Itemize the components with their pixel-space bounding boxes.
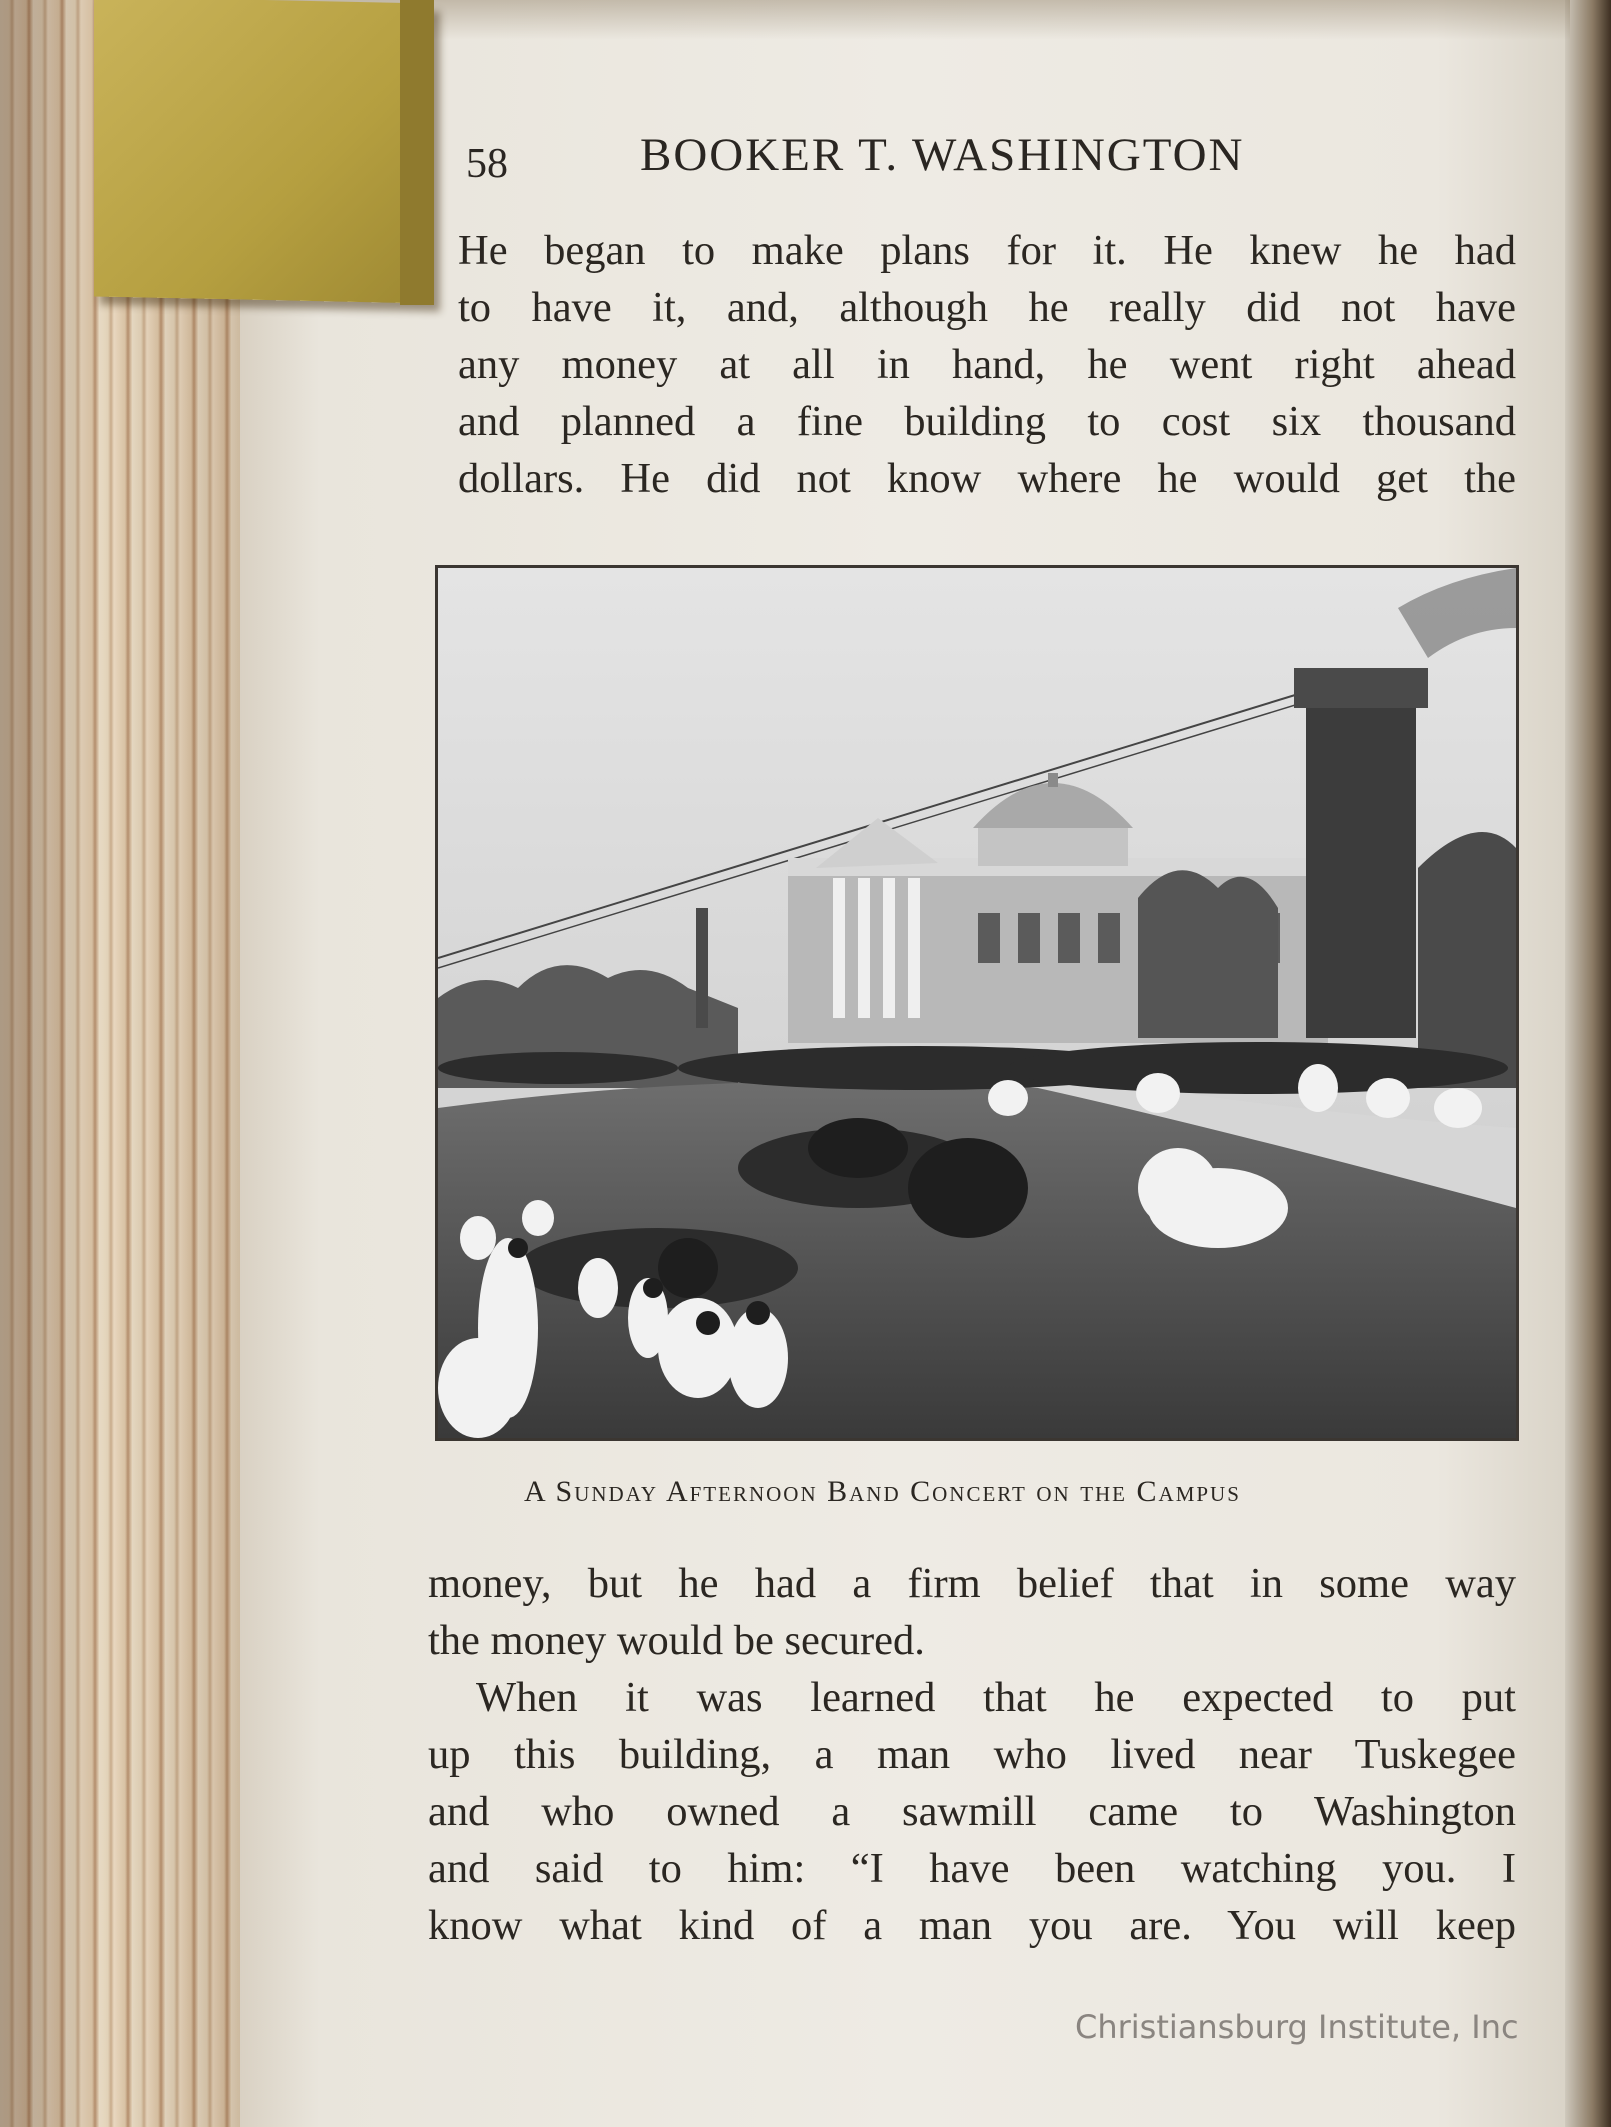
text-line: and planned a fine building to cost six thousand	[458, 398, 1516, 445]
paragraph-1	[458, 222, 1516, 507]
page-edges-shadow	[0, 0, 260, 2127]
watermark: Christiansburg Institute, Inc	[1075, 2008, 1519, 2046]
text-line: dollars. He did not know where he would get the	[458, 455, 1516, 502]
page-right-edge	[1565, 0, 1611, 2127]
text-line: and said to him: “I have been watching you. I	[428, 1845, 1516, 1892]
photo-caption: A Sunday Afternoon Band Concert on the Campus	[524, 1475, 1241, 1508]
paragraph-2	[428, 1555, 1516, 1954]
page-number: 58	[466, 141, 508, 187]
photo-illustration	[438, 568, 1516, 1438]
page-top-shadow	[240, 0, 1570, 40]
text-line: to have it, and, although he really did not have	[458, 284, 1516, 331]
bookmark-side	[400, 0, 434, 305]
bookmark-ribbon	[94, 0, 434, 304]
campus-concert-photo	[435, 565, 1519, 1441]
text-line: money, but he had a firm belief that in some way	[428, 1560, 1516, 1607]
text-line: any money at all in hand, he went right ahead	[458, 341, 1516, 388]
running-head: BOOKER T. WASHINGTON	[640, 129, 1245, 181]
text-line: up this building, a man who lived near Tuskegee	[428, 1731, 1516, 1778]
text-line: know what kind of a man you are. You will keep	[428, 1902, 1516, 1949]
text-line: He began to make plans for it. He knew he had	[458, 227, 1516, 274]
text-line: the money would be secured.	[428, 1617, 925, 1664]
text-line: When it was learned that he expected to put	[476, 1674, 1516, 1721]
text-line: and who owned a sawmill came to Washington	[428, 1788, 1516, 1835]
